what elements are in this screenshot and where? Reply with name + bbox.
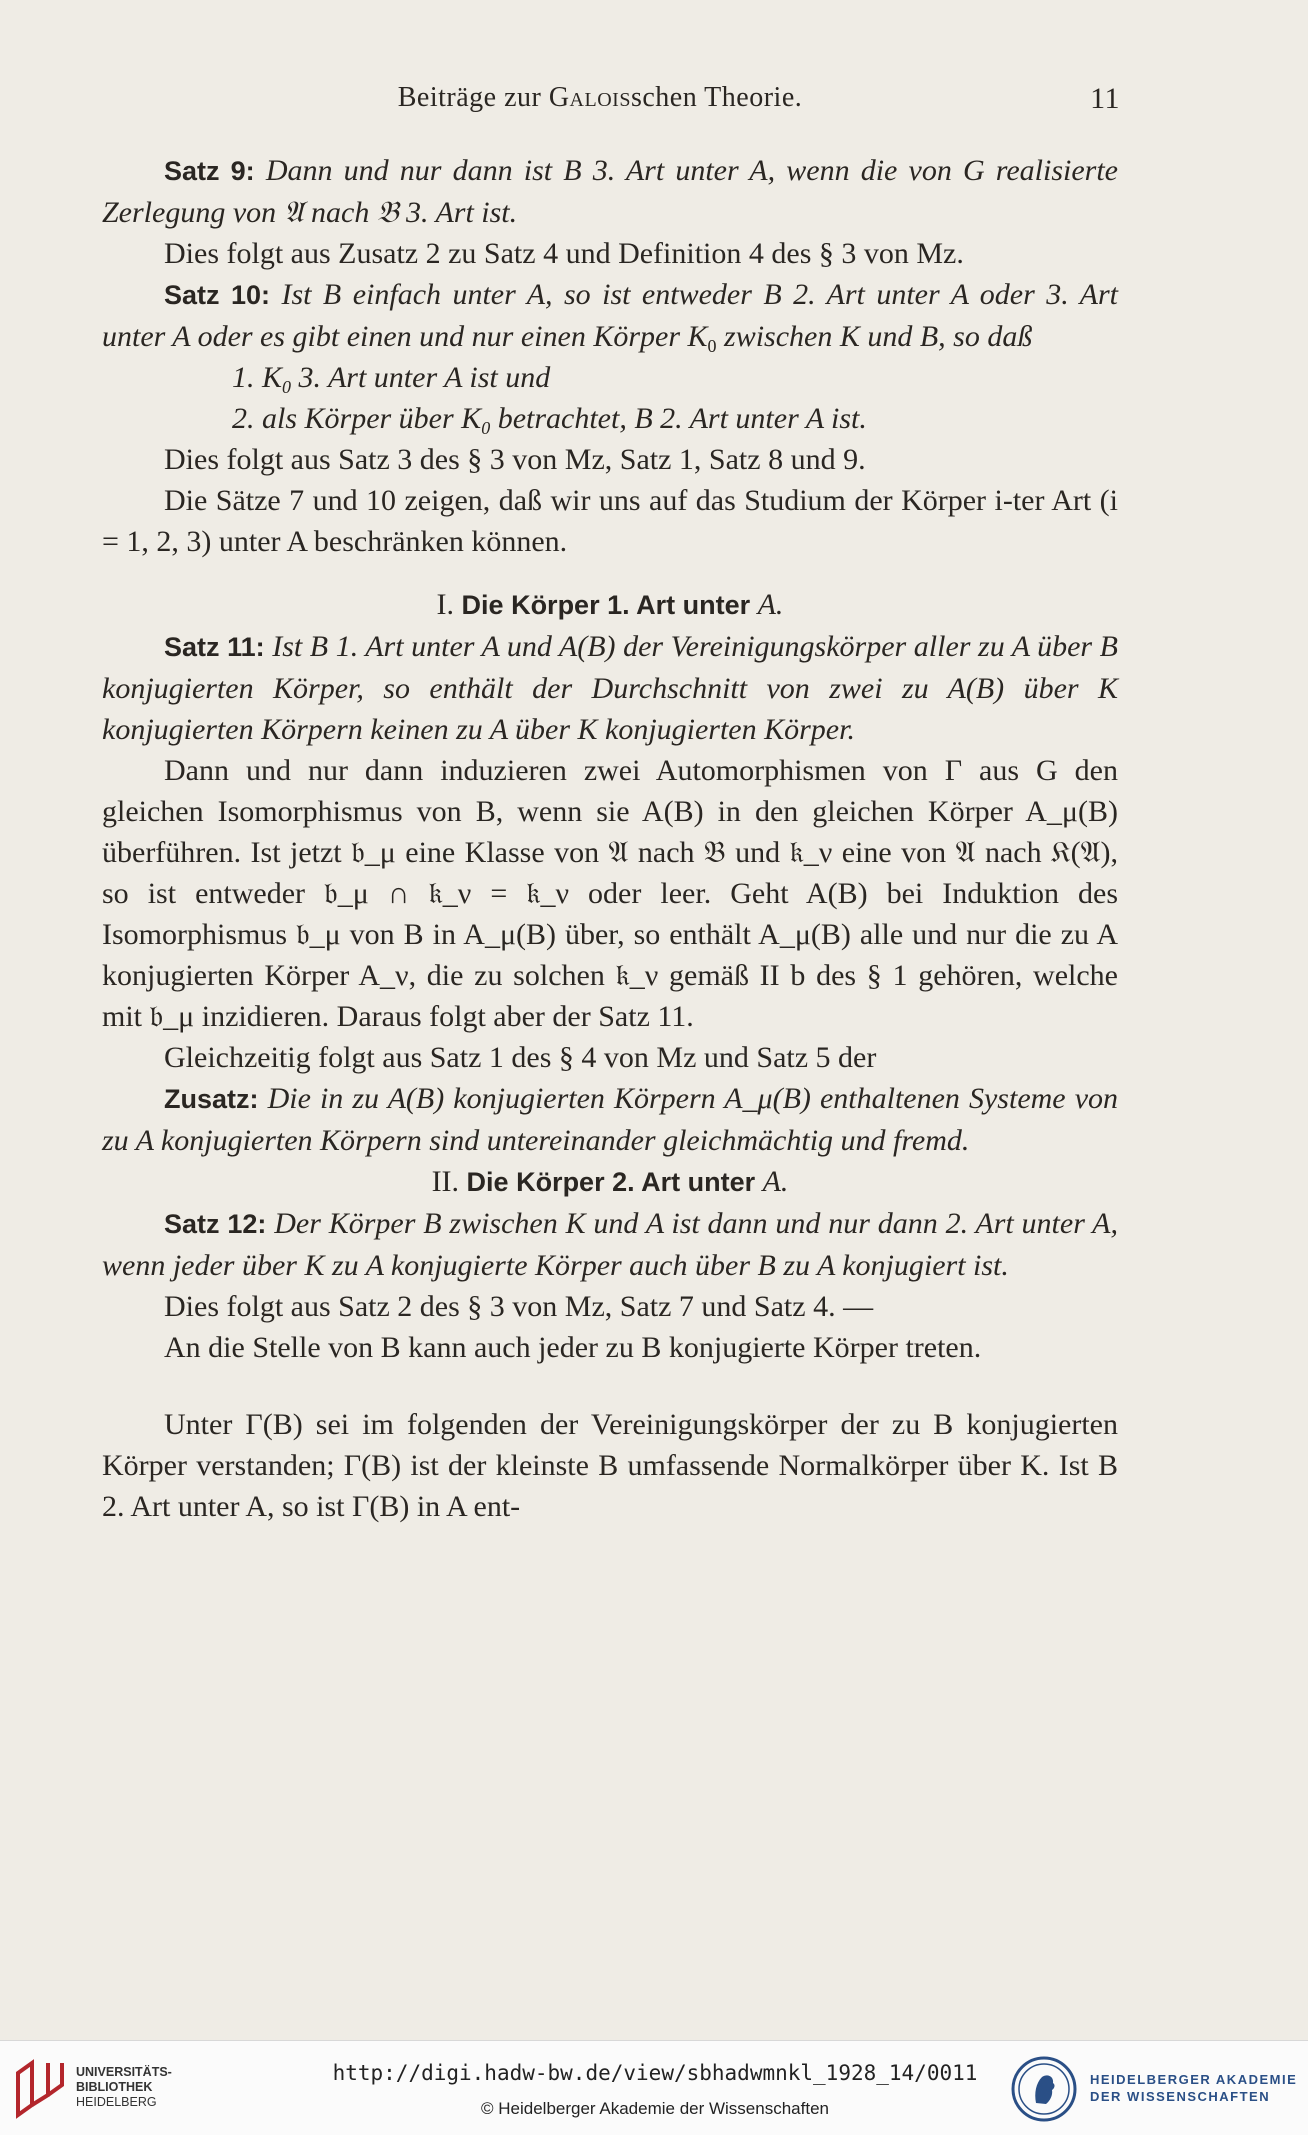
- permalink-url[interactable]: http://digi.hadw-bw.de/view/sbhadwmnkl_1928_14/0011: [332, 2061, 978, 2085]
- academy-seal-icon: [1010, 2055, 1078, 2123]
- satz-12: Satz 12: Der Körper B zwischen K und A ist dann und nur dann 2. Art unter A, wenn jeder über K zu A konjugierte Körper auch über B zu A konjugiert ist.: [102, 1207, 1119, 1282]
- paragraph-dann: Dann und nur dann induzieren zwei Automorphismen von Γ aus G den gleichen Isomorphismus von B, wenn sie A(B) in den gleichen Körper A_μ(B) überführen. Ist jetzt 𝔟_μ eine Klasse von 𝔄 nach 𝔅 und 𝔨_ν eine von 𝔄 nach 𝔎(𝔄), so ist entweder 𝔟_μ ∩ 𝔨_ν = 𝔨_ν oder leer. Geht A(B) bei Induktion des Isomorphismus 𝔟_μ von B in A_μ(B) über, so enthält A_μ(B) alle und nur die zu A konjugierten Körper A_ν, die zu solchen 𝔨_ν gemäß II b des § 1 gehören, welche mit 𝔟_μ inzidieren. Daraus folgt aber der Satz 11.: [102, 754, 1118, 1033]
- section-heading-2: II. Die Körper 2. Art unter A.: [431, 1165, 789, 1198]
- page-body: [102, 150, 1118, 1527]
- paragraph-saetze: Die Sätze 7 und 10 zeigen, daß wir uns auf das Studium der Körper i-ter Art (i = 1, 2, 3) unter A beschränken können.: [102, 484, 1118, 558]
- condition-2: 2. als Körper über $K_0$ betrachtet, B 2. Art unter A ist.: [232, 402, 867, 438]
- paragraph-gleichzeitig: Gleichzeitig folgt aus Satz 1 des § 4 von Mz und Satz 5 der: [164, 1041, 877, 1074]
- university-library-logo-icon: [14, 2059, 66, 2119]
- university-library-name: UNIVERSITÄTS- BIBLIOTHEK HEIDELBERG: [76, 2065, 172, 2109]
- paragraph-satz3: Dies folgt aus Satz 3 des § 3 von Mz, Satz 1, Satz 8 und 9.: [164, 443, 866, 476]
- satz-9: Satz 9: Dann und nur dann ist B 3. Art unter A, wenn die von G realisierte Zerlegung von 𝔄 nach 𝔅 3. Art ist.: [102, 154, 1118, 229]
- satz-10: Satz 10: Ist B einfach unter A, so ist entweder B 2. Art unter A oder 3. Art unter A oder es gibt einen und nur einen Körper $K_0$ zwischen K und B, so daß: [102, 278, 1119, 356]
- satz-11: Satz 11: Ist B 1. Art unter A und A(B) der Vereinigungskörper aller zu A über B konjugierten Körper, so enthält der Durchschnitt von zwei zu A(B) über K konjugierten Körpern keinen zu A über K konjugierten Körper.: [102, 630, 1118, 746]
- paragraph-satz2: Dies folgt aus Satz 2 des § 3 von Mz, Satz 7 und Satz 4. —: [164, 1290, 874, 1323]
- copyright-notice: © Heidelberger Akademie der Wissenschaften: [481, 2099, 829, 2118]
- running-title: Beiträge zur Galoisschen Theorie.: [397, 82, 803, 113]
- paragraph-stelle: An die Stelle von B kann auch jeder zu B konjugierte Körper treten.: [164, 1331, 982, 1364]
- academy-name: HEIDELBERGER AKADEMIE DER WISSENSCHAFTEN: [1090, 2072, 1298, 2104]
- condition-1: 1. $K_0$ 3. Art unter A ist und: [232, 361, 551, 397]
- zusatz: Zusatz: Die in zu A(B) konjugierten Körpern A_μ(B) enthaltenen Systeme von zu A konjugierten Körpern sind untereinander gleichmächtig und fremd.: [102, 1082, 1119, 1157]
- page-number: 11: [1090, 82, 1120, 115]
- paragraph-unter: Unter Γ(B) sei im folgenden der Vereinigungskörper der zu B konjugierten Körper verstanden; Γ(B) ist der kleinste B umfassende Normalkörper über K. Ist B 2. Art unter A, so ist Γ(B) in A ent-: [102, 1408, 1118, 1523]
- satz-10-conditions: [102, 357, 1118, 439]
- paragraph-zusatz2: Dies folgt aus Zusatz 2 zu Satz 4 und Definition 4 des § 3 von Mz.: [164, 237, 964, 270]
- section-heading-1: I. Die Körper 1. Art unter A.: [436, 588, 784, 621]
- viewer-footer: [0, 2040, 1308, 2135]
